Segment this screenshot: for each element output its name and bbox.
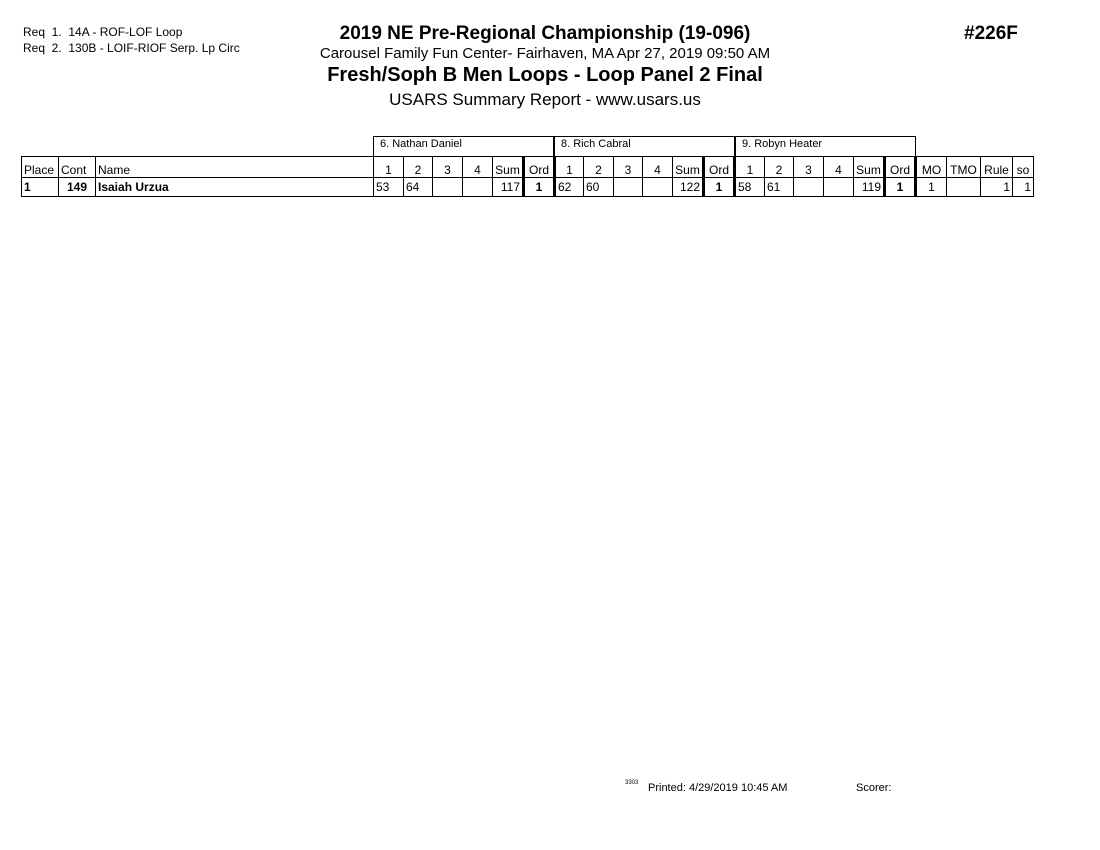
col-cont: Cont [59, 157, 96, 178]
j2-mark4 [643, 178, 673, 197]
event-number: #226F [964, 23, 1018, 44]
col-place: Place [22, 157, 59, 178]
col-j3-mark2: 2 [765, 157, 794, 178]
col-j2-mark4: 4 [643, 157, 673, 178]
col-j3-mark4: 4 [824, 157, 854, 178]
judge-header-3: 9. Robyn Heater [735, 136, 916, 156]
j2-mark3 [614, 178, 643, 197]
competition-title: 2019 NE Pre-Regional Championship (19-096) [339, 23, 751, 44]
col-mo: MO [916, 157, 947, 178]
col-j1-mark4: 4 [463, 157, 493, 178]
j1-mark4 [463, 178, 493, 197]
event-title: Fresh/Soph B Men Loops - Loop Panel 2 Final [327, 64, 763, 86]
table-row [22, 178, 1034, 197]
col-j2-mark1: 1 [555, 157, 584, 178]
col-so: so [1013, 157, 1034, 178]
requirement-1: Req 1. 14A - ROF-LOF Loop [23, 25, 183, 39]
requirement-2: Req 2. 130B - LOIF-RIOF Serp. Lp Circ [23, 41, 240, 55]
j3-mark1: 58 [735, 178, 765, 197]
judge-header-1: 6. Nathan Daniel [373, 136, 554, 156]
j1-sum: 117 [493, 178, 524, 197]
j2-ord: 1 [704, 178, 735, 197]
skater-name: Isaiah Urzua [96, 178, 374, 197]
col-j2-sum: Sum [673, 157, 704, 178]
col-j3-ord: Ord [885, 157, 916, 178]
j3-mark4 [824, 178, 854, 197]
scorer-label: Scorer: [856, 782, 892, 794]
col-j2-mark3: 3 [614, 157, 643, 178]
col-j3-mark1: 1 [735, 157, 765, 178]
report-title: USARS Summary Report - www.usars.us [389, 90, 701, 109]
footer-code: 3303 [625, 780, 639, 786]
results-table [21, 156, 1034, 197]
cont-cell: 149 [59, 178, 96, 197]
col-j2-mark2: 2 [584, 157, 614, 178]
col-j3-mark3: 3 [794, 157, 824, 178]
rule-cell: 1 [981, 178, 1013, 197]
judge-header-2: 8. Rich Cabral [554, 136, 735, 156]
col-j1-mark2: 2 [404, 157, 433, 178]
so-cell: 1 [1013, 178, 1034, 197]
header-row [22, 157, 1034, 178]
j3-mark3 [794, 178, 824, 197]
col-j3-sum: Sum [854, 157, 885, 178]
col-tmo: TMO [947, 157, 981, 178]
j3-mark2: 61 [765, 178, 794, 197]
mo-cell: 1 [916, 178, 947, 197]
j2-mark1: 62 [555, 178, 584, 197]
j1-mark2: 64 [404, 178, 433, 197]
col-j1-ord: Ord [524, 157, 555, 178]
venue-date: Carousel Family Fun Center- Fairhaven, MA Apr 27, 2019 09:50 AM [319, 45, 771, 62]
col-name: Name [96, 157, 374, 178]
col-j1-mark1: 1 [374, 157, 404, 178]
tmo-cell [947, 178, 981, 197]
printed-timestamp: Printed: 4/29/2019 10:45 AM [648, 782, 788, 794]
col-j1-mark3: 3 [433, 157, 463, 178]
col-rule: Rule [981, 157, 1013, 178]
j1-mark1: 53 [374, 178, 404, 197]
j2-sum: 122 [673, 178, 704, 197]
col-j1-sum: Sum [493, 157, 524, 178]
j1-mark3 [433, 178, 463, 197]
j2-mark2: 60 [584, 178, 614, 197]
j3-ord: 1 [885, 178, 916, 197]
j1-ord: 1 [524, 178, 555, 197]
col-j2-ord: Ord [704, 157, 735, 178]
place-cell: 1 [22, 178, 59, 197]
j3-sum: 119 [854, 178, 885, 197]
